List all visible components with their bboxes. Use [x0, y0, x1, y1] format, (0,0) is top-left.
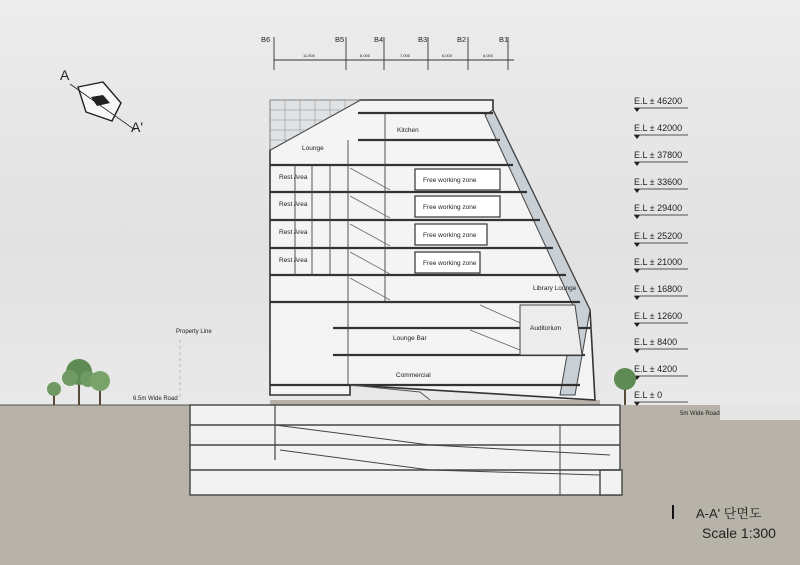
grid-dim-4: 6,000 [442, 53, 453, 58]
title-bar-mark [672, 505, 674, 519]
room-label-auditorium: Auditorium [530, 325, 562, 332]
elevation-label: E.L ± 33600 [634, 177, 683, 187]
elevation-label: E.L ± 25200 [634, 231, 683, 241]
room-label-free-working-zone: Free working zone [423, 204, 477, 211]
section-mark-end: A' [131, 119, 144, 135]
elevation-marker [634, 311, 688, 327]
grid-label-b1: B1 [499, 35, 509, 44]
basement [190, 405, 622, 495]
elevation-label: E.L ± 29400 [634, 203, 683, 213]
elevation-marker [634, 96, 688, 112]
room-label-rest-area: Rest Area [279, 174, 308, 181]
grid-label-b4: B4 [374, 35, 384, 44]
room-label-free-working-zone: Free working zone [423, 232, 477, 239]
elevation-marker [634, 284, 688, 300]
room-label-lounge-bar: Lounge Bar [393, 335, 427, 342]
elevation-label: E.L ± 12600 [634, 311, 683, 321]
grid-dim-2: 6,000 [360, 53, 371, 58]
elevation-marker [634, 231, 688, 247]
section-key-plan [60, 67, 143, 135]
elevation-label: E.L ± 46200 [634, 96, 683, 106]
grid-label-b5: B5 [335, 35, 345, 44]
room-label-rest-area: Rest Area [279, 257, 308, 264]
tree [614, 368, 636, 405]
elevation-marker [634, 203, 688, 219]
tree [47, 382, 61, 405]
room-label-commercial: Commercial [396, 372, 431, 379]
grid-dim-3: 7,000 [400, 53, 411, 58]
elevation-marker [634, 150, 688, 166]
elevation-marker [634, 177, 688, 193]
property-line-label: Property Line [176, 329, 212, 335]
elevation-label: E.L ± 16800 [634, 284, 683, 294]
drawing-title: A-A' 단면도 [696, 506, 762, 521]
grid-dim-1: 11,500 [303, 53, 315, 58]
grid-label-b6: B6 [261, 35, 271, 44]
tree [90, 371, 110, 405]
elevation-label: E.L ± 21000 [634, 257, 683, 267]
room-label-kitchen: Kitchen [397, 127, 419, 134]
elevation-label: E.L ± 37800 [634, 150, 683, 160]
section-mark-start: A [60, 67, 70, 83]
grid-label-b3: B3 [418, 35, 428, 44]
grid-dim-5: 6,000 [483, 53, 494, 58]
elevation-label: E.L ± 42000 [634, 123, 683, 133]
room-label-rest-area: Rest Area [279, 201, 308, 208]
room-label-rest-area: Rest Area [279, 229, 308, 236]
drawing-scale: Scale 1:300 [702, 525, 776, 541]
elevation-marker [634, 257, 688, 273]
grid-label-b2: B2 [457, 35, 467, 44]
elevation-marker [634, 390, 688, 406]
elevation-markers [634, 96, 688, 406]
room-label-free-working-zone: Free working zone [423, 260, 477, 267]
elevation-label: E.L ± 4200 [634, 364, 678, 374]
room-label-library-lounge: Library Lounge [533, 285, 577, 292]
left-road-label: 6.5m Wide Road [133, 396, 178, 402]
right-road-label: 5m Wide Road [680, 411, 720, 417]
room-label-free-working-zone: Free working zone [423, 177, 477, 184]
elevation-marker [634, 123, 688, 139]
elevation-label: E.L ± 0 [634, 390, 663, 400]
elevation-marker [634, 364, 688, 380]
room-label-lounge: Lounge [302, 145, 324, 152]
elevation-marker [634, 337, 688, 353]
elevation-label: E.L ± 8400 [634, 337, 678, 347]
